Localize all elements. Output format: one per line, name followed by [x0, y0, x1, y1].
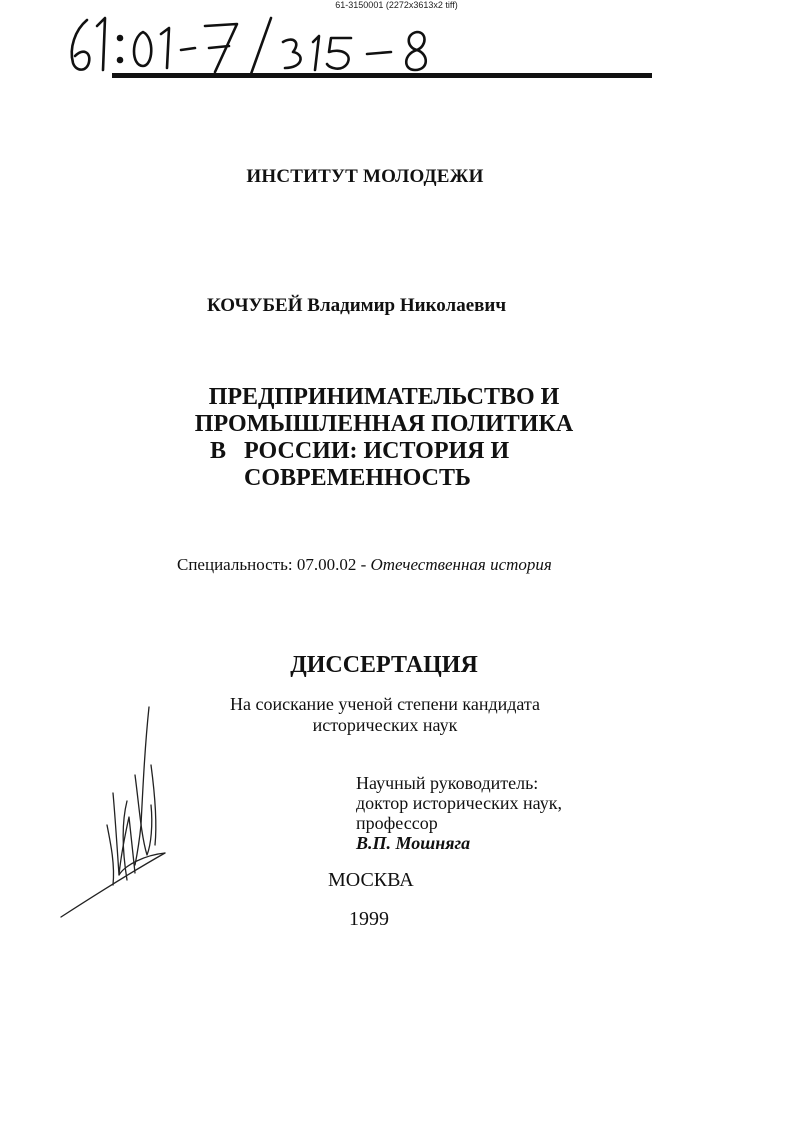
title-line: СОВРЕМЕННОСТЬ	[244, 465, 471, 491]
hand-digit	[406, 32, 426, 70]
dissertation-title	[0, 384, 768, 492]
hand-digit	[313, 36, 319, 70]
supervisor-degree: доктор исторических наук,	[356, 793, 562, 813]
supervisor-name: В.П. Мошняга	[356, 833, 471, 853]
handwritten-catalog-number	[65, 8, 485, 78]
degree-line: исторических наук	[312, 715, 458, 735]
author-given-names: Владимир Николаевич	[307, 295, 507, 316]
institute-name: ИНСТИТУТ МОЛОДЕЖИ	[246, 166, 484, 187]
supervisor-label: Научный руководитель:	[356, 773, 539, 793]
handwritten-signature	[55, 705, 185, 925]
degree-line: На соискание ученой степени кандидата	[230, 694, 540, 714]
city: МОСКВА	[328, 869, 414, 891]
hand-digit	[72, 20, 90, 70]
specialty-field: Отечественная история	[370, 555, 552, 574]
supervisor-block	[356, 773, 562, 853]
hand-digit	[134, 32, 151, 66]
horizontal-rule	[112, 73, 652, 78]
title-line: В РОССИИ: ИСТОРИЯ И	[210, 438, 510, 464]
supervisor-rank: профессор	[356, 813, 443, 833]
author-name	[207, 295, 506, 317]
year: 1999	[349, 908, 389, 930]
specialty-label: Специальность: 07.00.02 -	[177, 555, 371, 574]
document-type: ДИССЕРТАЦИЯ	[290, 652, 478, 678]
author-surname: КОЧУБЕЙ	[207, 295, 303, 316]
scan-info: 61-3150001 (2272x3613x2 tiff)	[335, 0, 458, 10]
title-line: ПРЕДПРИНИМАТЕЛЬСТВО И	[208, 384, 560, 410]
hand-digit	[327, 38, 351, 69]
supervisor-title-line	[356, 813, 562, 853]
title-line: ПРОМЫШЛЕННАЯ ПОЛИТИКА	[194, 411, 574, 437]
hand-digit	[283, 40, 301, 68]
hand-digit	[161, 28, 169, 68]
hand-digit	[97, 18, 105, 70]
specialty	[177, 555, 552, 575]
